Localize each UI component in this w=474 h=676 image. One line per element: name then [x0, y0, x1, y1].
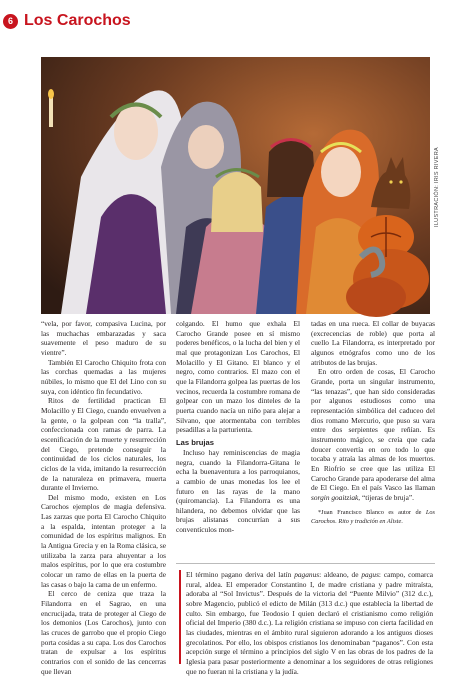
book-title: Los Carochos. Rito y tradición en Aliste [311, 509, 435, 525]
italic-term: paganus [294, 570, 320, 579]
illustration [41, 57, 430, 314]
section-title: Los Carochos [24, 12, 131, 29]
paragraph: Ritos de fertilidad practican El Molacillo y El Ciego, cuando envuelven a la gente, o la golpean con “la tralla”, confeccionada con ramas de parra. La escenificación de la muerte y resurrección del Ciego, pretende conseguir la continuidad de los ciclos naturales, los ciclos de la vida, imitando la resurrección de la naturaleza en primavera, muerta durante el Invierno. [41, 396, 166, 493]
sidebar-text-part: : aldeano, de [319, 570, 362, 579]
illustration-credit: ILUSTRACIÓN: IRIS RIVERA [434, 147, 440, 227]
paragraph: Incluso hay reminiscencias de magia negra, cuando la Filandorra-Gitana le echa la buenaventura a los parroquianos, a cambio de unas monedas los lee el futuro en las rayas de la mano (quiromancia). La Filandorra es una hilandera, no debemos olvidar que las brujas alistanas concurrían a sus conventículos mon- [176, 447, 300, 535]
page-number: 6 [3, 14, 18, 29]
paragraph: Del mismo modo, existen en Los Carochos ejemplos de magia defensiva. Las zarzas que porta El Carocho Chiquito a la espalda, intentan proteger a la comunidad de los espíritus malignos. En la Antigua Grecia y en la Roma clásica, se utilizaba la zarza para ahuyentar a los malos espíritus, por lo que era costumbre colocar un ramo de ellas en la puerta de las casas o bajo la cama de un enfermo. [41, 492, 166, 589]
author-note-text: . [401, 517, 403, 525]
author-note-text: *Juan Francisco Blanco es autor de [318, 509, 426, 517]
italic-term: sorgin goaitziak [311, 492, 359, 502]
italic-term: pagus [361, 570, 379, 579]
paragraph: El cerco de ceniza que traza la Filandorra en el Sagrao, en una encrucijada, trata de proteger al Ciego de los demonios (Los Carochos), junto con las cruces de garrobo que el propio Ciego porta cosidas a su capa. Los dos Carochos tratan de expulsar a los espíritus contrarios con el sonido de las cencerras que llevan [41, 589, 166, 676]
page-header [0, 10, 474, 32]
paragraph: colgando. El humo que exhala El Carocho Grande posee en sí mismo poderes benéficos, o la lucha del bien y el mal que protagonizan Los Carochos, El Molacillo y El Gitano. El blanco y el negro, como contrarios. El mazo con el que la Filandorra golpea las puertas de los vecinos, recuerda la costumbre romana de golpear con un mazo los dinteles de la puerta cuando nacía un niño para alejar a Silvano, que atormentaba con terribles pesadillas a la parturienta. [176, 319, 300, 435]
witches-illustration [41, 57, 430, 314]
paragraph: También El Carocho Chiquito frota con las corchas quemadas a las mujeres núbiles, lo mismo que El del Lino con su suya, con idéntico fin fecundativo. [41, 357, 166, 396]
paragraph-text: En otro orden de cosas, El Carocho Grande, porta un singular instrumento, “las tenazas”, que han sido consideradas por algunos estudiosos como una representación simbólica del caduceo del dios romano Mercurio, que puso su vara entre dos serpientes que reñían. Es instrumento mágico, se creía que cada doucer convertía en oro todo lo que tocaba y atraía las almas de los muertos. En Riofrío se cree que las utiliza El Carocho Grande para apoderarse del alma de El Ciego. En el país Vasco las llaman [311, 367, 435, 493]
paragraph: “vela, por favor, compasiva Lucina, por las muchachas embarazadas y saca suavemente el peso maduro de su vientre”. [41, 319, 166, 357]
sidebar-box [176, 563, 435, 676]
sidebar-text-part: : campo, comarca rural, aldea. El emperador Constantino I, de madre cristiana y padre mitraísta, adoraba al “Sol Invictus”. Después de la victoria del “Puente Milvio” (312 d.c.), sobre Magencio, publicó el edicto de Milán (313 d.c.) que establecía la libertad de culto. Sin embargo, fue Teodosio I quien declaró el cristianismo como religión oficial del Imperio (380 d.c.). La religión cristiana se impuso con cierta facilidad en las ciudades, mientras en el ámbito rural siguieron adorando a los antiguos dioses grecolatinos. Por ello, los obispos cristianos los denominaban “paganos”. Con esta acepción surge el término a principios del siglo V en las obras de los padres de la Iglesia para pasar posteriormente a denominar a los seguidores de otras religiones que no fueran ni la cristiana y la judía. [186, 570, 433, 676]
subheading: Las brujas [176, 437, 214, 447]
sidebar-text [186, 570, 433, 676]
paragraph-text: , “tijeras de bruja”. [358, 492, 414, 502]
article-column-2 [176, 319, 300, 535]
paragraph [311, 367, 435, 502]
author-note [311, 509, 435, 525]
article-column-3 [311, 319, 435, 526]
article-column-1 [41, 319, 166, 676]
sidebar-text-part: El término pagano deriva del latín [186, 570, 295, 579]
paragraph: tadas en una rueca. El collar de buyacas (excrecencias de roble) que porta al cuello La Filandorra, es interpretado por algunos etnógrafos como uno de los atributos de las brujas. [311, 319, 435, 367]
